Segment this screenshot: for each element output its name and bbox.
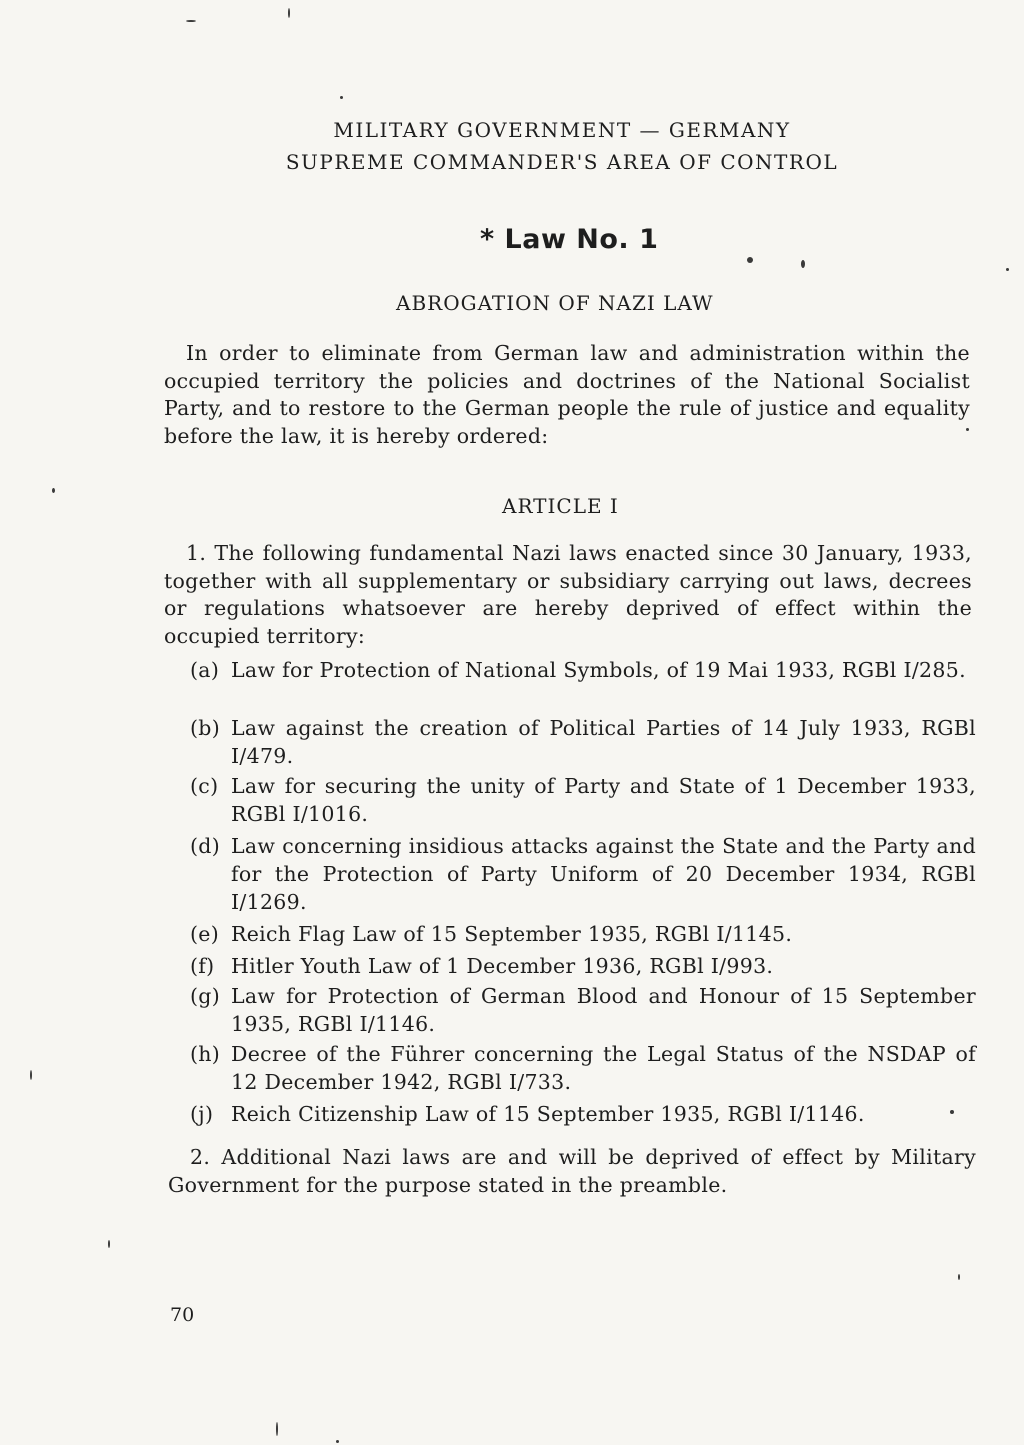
article-paragraph-1: 1. The following fundamental Nazi laws enacted since 30 January, 1933, together with all supplementary or subsidiary carrying out laws, decrees or regulations whatsoever are hereby deprived of effect within the occupied territory: — [164, 541, 972, 648]
list-item-text: Law for securing the unity of Party and State of 1 December 1933, RGBl I/1016. — [231, 774, 976, 826]
scan-speck — [801, 260, 805, 268]
list-item-text: Law against the creation of Political Parties of 14 July 1933, RGBl I/479. — [231, 716, 976, 768]
list-item-marker: (h) — [190, 1042, 221, 1066]
list-item-marker: (d) — [190, 834, 221, 858]
scan-speck — [336, 1440, 339, 1443]
list-item-marker: (c) — [190, 774, 219, 798]
scan-speck — [186, 20, 196, 22]
scan-speck — [340, 96, 343, 99]
list-item-d — [190, 832, 976, 916]
list-item-c — [190, 772, 976, 828]
list-item-text: Law for Protection of German Blood and Honour of 15 September 1935, RGBl I/1146. — [231, 984, 976, 1036]
scan-speck — [1006, 268, 1009, 271]
scan-speck — [108, 1240, 110, 1248]
header-line-1: MILITARY GOVERNMENT — GERMANY — [333, 118, 791, 142]
header-line-2: SUPREME COMMANDER'S AREA OF CONTROL — [285, 150, 839, 174]
scan-speck — [52, 488, 55, 493]
list-item-text: Law for Protection of National Symbols, of 19 Mai 1933, RGBl I/285. — [231, 658, 966, 682]
law-title: * Law No. 1 — [480, 224, 659, 255]
list-item-text: Reich Citizenship Law of 15 September 1935, RGBl I/1146. — [231, 1102, 865, 1126]
article-heading: ARTICLE I — [502, 494, 619, 518]
scan-speck — [747, 257, 753, 263]
list-item-text: Law concerning insidious attacks against the State and the Party and for the Protection of Party Uniform of 20 December 1934, RGBl I/1269. — [231, 834, 976, 914]
scan-speck — [950, 1110, 954, 1114]
law-subtitle: ABROGATION OF NAZI LAW — [396, 291, 714, 315]
list-item-marker: (j) — [190, 1102, 214, 1126]
list-item-h — [190, 1040, 976, 1096]
list-item-b — [190, 714, 976, 770]
list-item-text: Reich Flag Law of 15 September 1935, RGBl I/1145. — [231, 922, 793, 946]
scan-speck — [966, 428, 969, 431]
scan-speck — [958, 1274, 960, 1280]
list-item-text: Decree of the Führer concerning the Legal Status of the NSDAP of 12 December 1942, RGBl I/733. — [231, 1042, 976, 1094]
page-number: 70 — [170, 1304, 195, 1326]
list-item-marker: (b) — [190, 716, 221, 740]
list-item-marker: (g) — [190, 984, 221, 1008]
list-item-a — [190, 656, 976, 684]
scan-speck — [288, 8, 290, 18]
list-item-text: Hitler Youth Law of 1 December 1936, RGBl I/993. — [231, 954, 774, 978]
scan-speck — [276, 1422, 278, 1436]
list-item-f — [190, 952, 976, 980]
list-item-marker: (f) — [190, 954, 215, 978]
preamble-paragraph: In order to eliminate from German law and administration within the occupied territory the policies and doctrines of the National Socialist Party, and to restore to the German people the rule of justice and equality before the law, it is hereby ordered: — [164, 341, 970, 448]
list-item-marker: (a) — [190, 658, 220, 682]
article-paragraph-2: 2. Additional Nazi laws are and will be deprived of effect by Military Government for the purpose stated in the preamble. — [168, 1145, 976, 1197]
list-item-marker: (e) — [190, 922, 220, 946]
list-item-g — [190, 982, 976, 1038]
scan-speck — [30, 1070, 32, 1080]
list-item-e — [190, 920, 976, 948]
list-item-j — [190, 1100, 976, 1128]
